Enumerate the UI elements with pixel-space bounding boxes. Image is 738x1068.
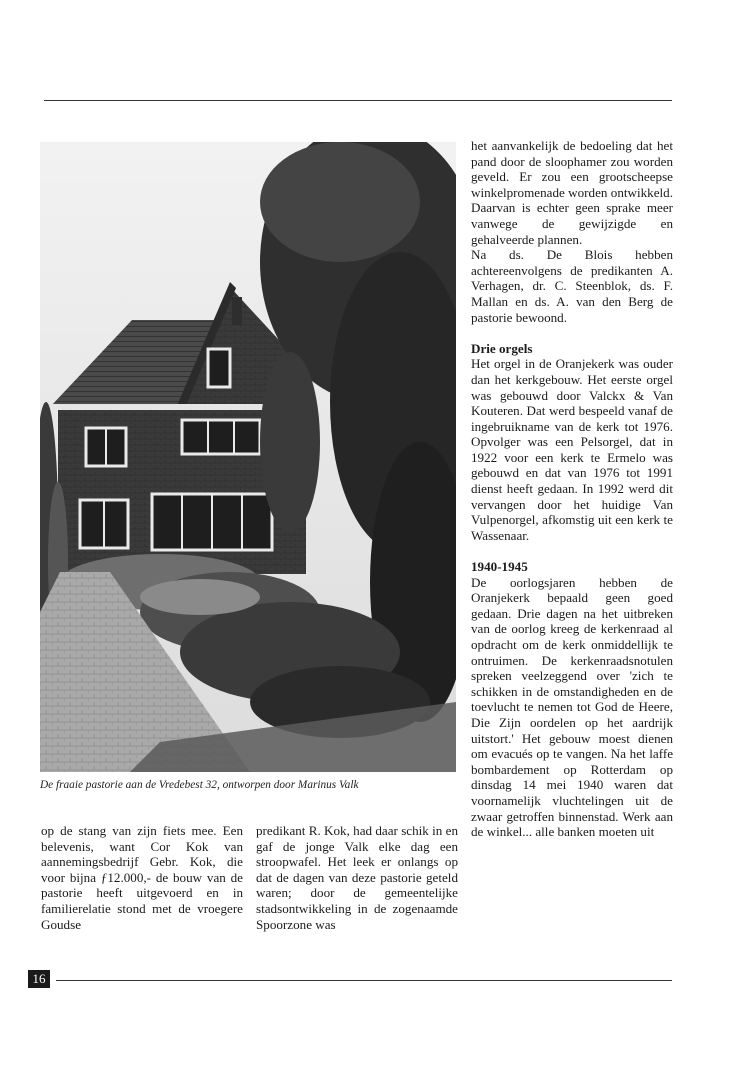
text-column-middle (256, 823, 458, 932)
section-heading-organs: Drie orgels (471, 340, 533, 356)
text-column-left (41, 823, 243, 932)
right-paragraph-2: Na ds. De Blois hebben achtereenvolgens de predikanten A. Verhagen, dr. C. Steenblok, ds. F. Mallan en ds. A. van den Berg de pastorie bewoond. (471, 247, 673, 325)
text-column-right (471, 138, 673, 840)
left-column-paragraph: op de stang van zijn fiets mee. Een belevenis, want Cor Kok van aannemingsbedrijf Gebr. Kok, die voor bijna ƒ12.000,- de bouw van de pastorie heeft uitgevoerd en in familierelatie stond met de vroegere Goudse (41, 823, 243, 932)
middle-column-paragraph: predikant R. Kok, had daar schik in en gaf de jonge Valk elke dag een stroopwafel. Het leek er onlangs op dat de dagen van deze pastorie geteld waren; door de gemeentelijke stadsontwikkeling in de zogenaamde Spoorzone was (256, 823, 458, 932)
page-number: 16 (28, 970, 50, 988)
top-rule (44, 100, 672, 101)
right-paragraph-1: het aanvankelijk de bedoeling dat het pand door de sloophamer zou worden geveld. Er zou een grootscheepse winkelpromenade worden ontwikkeld. Daarvan is echter geen sprake meer vanwege de gewijzigde en gehalveerde plannen. (471, 138, 673, 247)
section-heading-war-years: 1940-1945 (471, 559, 528, 575)
photo-caption: De fraaie pastorie aan de Vredebest 32, ontworpen door Marinus Valk (40, 779, 359, 791)
right-paragraph-4: De oorlogsjaren hebben de Oranjekerk bepaald geen goed gedaan. Drie dagen na het uitbreken van de oorlog kreeg de kerkenraad al opdracht om de kerk onmiddellijk te ontruimen. De kerkenraadsnotulen spreken veelzeggend over 'zich te schikken in de omstandigheden en de toevlucht te nemen tot God de Heere, Die Zijn oordelen op het aardrijk uitstort.' Het gebouw moest dienen om evacués op te vangen. Na het laffe bombardement op Rotterdam op dinsdag 14 mei 1940 waren dat voornamelijk vluchtelingen uit de zwaar getroffen binnenstad. Werk aan de winkel... alle banken moeten uit (471, 574, 673, 840)
bottom-rule (56, 980, 672, 981)
right-paragraph-3: Het orgel in de Oranjekerk was ouder dan het kerkgebouw. Het eerste orgel was gebouwd door Valckx & Van Kouteren. Dat werd bespeeld vanaf de ingebruikname van de kerk tot 1976. Opvolger was een Pelsorgel, dat in 1922 voor een kerk te Ermelo was gebouwd en dat van 1976 tot 1991 dienst heeft gedaan. In 1992 werd dit vervangen door het huidige Van Vulpenorgel, afkomstig uit een kerk te Wassenaar. (471, 356, 673, 543)
parsonage-photo (40, 142, 456, 772)
